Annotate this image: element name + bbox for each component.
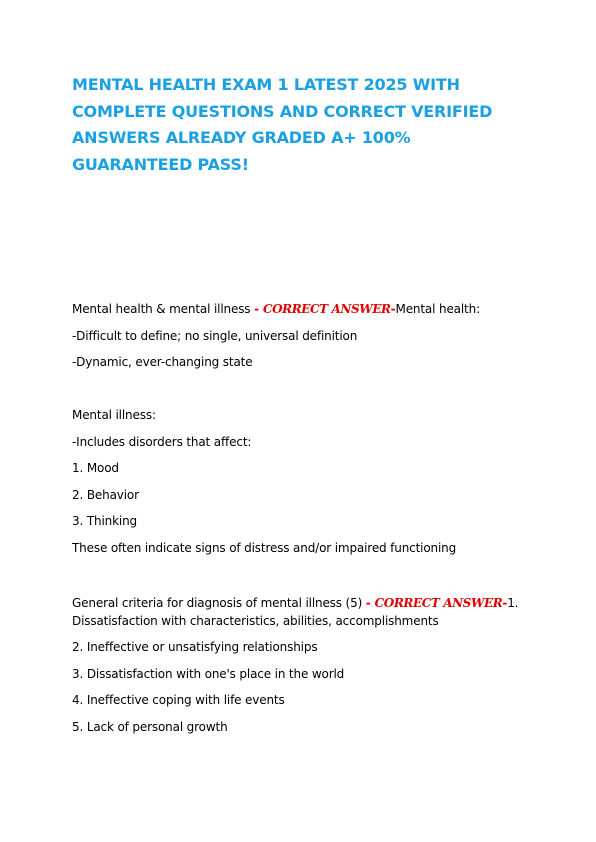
qa-2-question: General criteria for diagnosis of mental illness (5)	[72, 596, 363, 610]
qa-1-answer-line-5: 1. Mood	[72, 461, 119, 475]
qa-1-question: Mental health & mental illness	[72, 302, 251, 316]
qa-1-question-line	[72, 300, 532, 318]
qa-1-answer-first: Mental health:	[395, 302, 480, 316]
correct-answer-marker: - CORRECT ANSWER-	[254, 302, 396, 316]
correct-answer-marker: - CORRECT ANSWER-	[365, 596, 508, 610]
qa-2-answer-line-4: 5. Lack of personal growth	[72, 720, 228, 734]
qa-1-answer-line-2: -Dynamic, ever-changing state	[72, 355, 253, 369]
qa-1-answer-line-7: 3. Thinking	[72, 514, 137, 528]
qa-1-answer-line-4: -Includes disorders that affect:	[72, 435, 252, 449]
qa-2-answer-line-1: 2. Ineffective or unsatisfying relationships	[72, 640, 318, 654]
qa-2-question-line	[72, 594, 532, 630]
qa-1-answer-line-3: Mental illness:	[72, 408, 156, 422]
qa-1-answer-line-1: -Difficult to define; no single, universal definition	[72, 329, 358, 343]
document-title: MENTAL HEALTH EXAM 1 LATEST 2025 WITH COMPLETE QUESTIONS AND CORRECT VERIFIED ANSWERS ALREADY GRADED A+ 100% GUARANTEED PASS!	[72, 75, 493, 174]
qa-2-answer-first: 1. Dissatisfaction with characteristics, abilities, accomplishments	[72, 596, 519, 628]
qa-2-answer-line-3: 4. Ineffective coping with life events	[72, 693, 285, 707]
qa-2-answer-line-2: 3. Dissatisfaction with one's place in the world	[72, 667, 345, 681]
qa-1-answer-line-6: 2. Behavior	[72, 488, 139, 502]
qa-1-answer-line-8: These often indicate signs of distress and/or impaired functioning	[72, 541, 457, 555]
